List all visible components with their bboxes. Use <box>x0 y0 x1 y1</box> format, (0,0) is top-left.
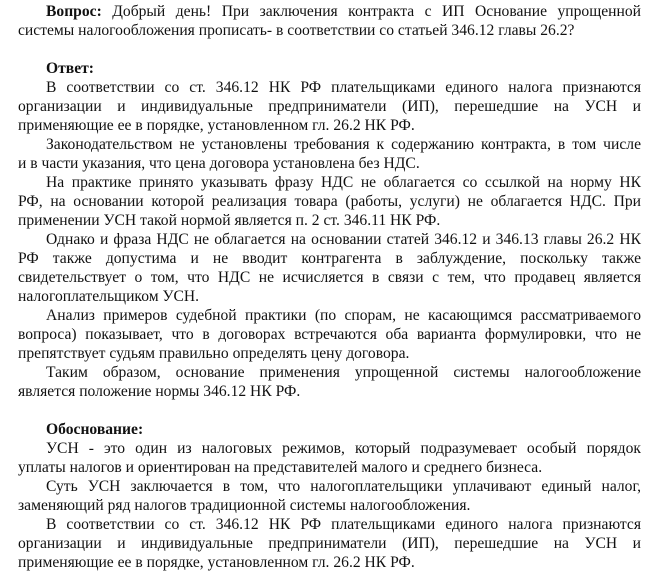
answer-paragraph <box>18 230 641 306</box>
paragraph-line: На практике принято указывать фразу НДС не облагается со ссылкой на норму НК <box>46 174 641 191</box>
paragraph-line: налогоплательщиком УСН. <box>18 288 200 305</box>
paragraph-line: РФ также допустима и не вводит контрагента в заблуждение, поскольку также <box>18 250 641 267</box>
answer-heading: Ответ: <box>46 60 94 77</box>
paragraph-line: препятствует судьям правильно определять цену договора. <box>18 345 410 362</box>
answer-paragraph <box>18 173 641 230</box>
paragraph-line: организации и индивидуальные предприниматели (ИП), перешедшие на УСН и <box>18 535 641 552</box>
paragraph-line: Суть УСН заключается в том, что налогоплательщики уплачивают единый налог, <box>46 478 641 495</box>
question-line <box>18 2 641 21</box>
rationale-paragraph <box>18 439 641 477</box>
paragraph-line: Анализ примеров судебной практики (по спорам, не касающимся рассматриваемого <box>46 307 641 324</box>
paragraph-line: применении УСН такой нормой является п. 2 ст. 346.11 НК РФ. <box>18 212 441 229</box>
question-text: Добрый день! При заключения контракта с ИП Основание упрощенной <box>112 3 641 20</box>
paragraph-line: РФ, на основании которой реализация товара (работы, услуги) не облагается НДС. При <box>18 193 641 210</box>
question-text: системы налогообложения прописать- в соответствии со статьей 346.12 главы 26.2? <box>18 22 575 39</box>
paragraph-line: является положение нормы 346.12 НК РФ. <box>18 383 301 400</box>
paragraph-line: применяющие ее в порядке, установленном гл. 26.2 НК РФ. <box>18 554 415 571</box>
blank-line <box>18 401 641 420</box>
paragraph-line: свидетельствует о том, что НДС не исчисляется в связи с тем, что продавец является <box>18 269 641 286</box>
question-line <box>18 21 641 40</box>
paragraph-line: УСН - это один из налоговых режимов, который подразумевает особый порядок <box>46 440 641 457</box>
paragraph-line: Однако и фраза НДС не облагается на основании статей 346.12 и 346.13 главы 26.2 НК <box>46 231 641 248</box>
paragraph-line: и в части указания, что цена договора установлена без НДС. <box>18 155 420 172</box>
document-body <box>18 2 641 572</box>
answer-paragraph <box>18 78 641 135</box>
paragraph-line: В соответствии со ст. 346.12 НК РФ плательщиками единого налога признаются <box>46 79 641 96</box>
paragraph-line: Законодательством не установлены требования к содержанию контракта, в том числе <box>46 136 641 153</box>
paragraph-line: применяющие ее в порядке, установленном гл. 26.2 НК РФ. <box>18 117 415 134</box>
rationale-paragraph <box>18 477 641 515</box>
paragraph-line: вопроса) показывает, что в договорах встречаются оба варианта формулировки, что не <box>18 326 641 343</box>
paragraph-line: В соответствии со ст. 346.12 НК РФ плательщиками единого налога признаются <box>46 516 641 533</box>
answer-paragraph <box>18 306 641 363</box>
answer-paragraph <box>18 135 641 173</box>
paragraph-line: уплаты налогов и ориентирован на представителей малого и среднего бизнеса. <box>18 459 543 476</box>
paragraph-line: организации и индивидуальные предприниматели (ИП), перешедшие на УСН и <box>18 98 641 115</box>
rationale-paragraph <box>18 515 641 572</box>
question-label: Вопрос: <box>46 3 102 20</box>
rationale-heading: Обоснование: <box>46 421 144 438</box>
paragraph-line: Таким образом, основание применения упрощенной системы налогообложение <box>46 364 641 381</box>
paragraph-line: заменяющий ряд налогов традиционной системы налогообложения. <box>18 497 471 514</box>
blank-line <box>18 40 641 59</box>
answer-paragraph <box>18 363 641 401</box>
